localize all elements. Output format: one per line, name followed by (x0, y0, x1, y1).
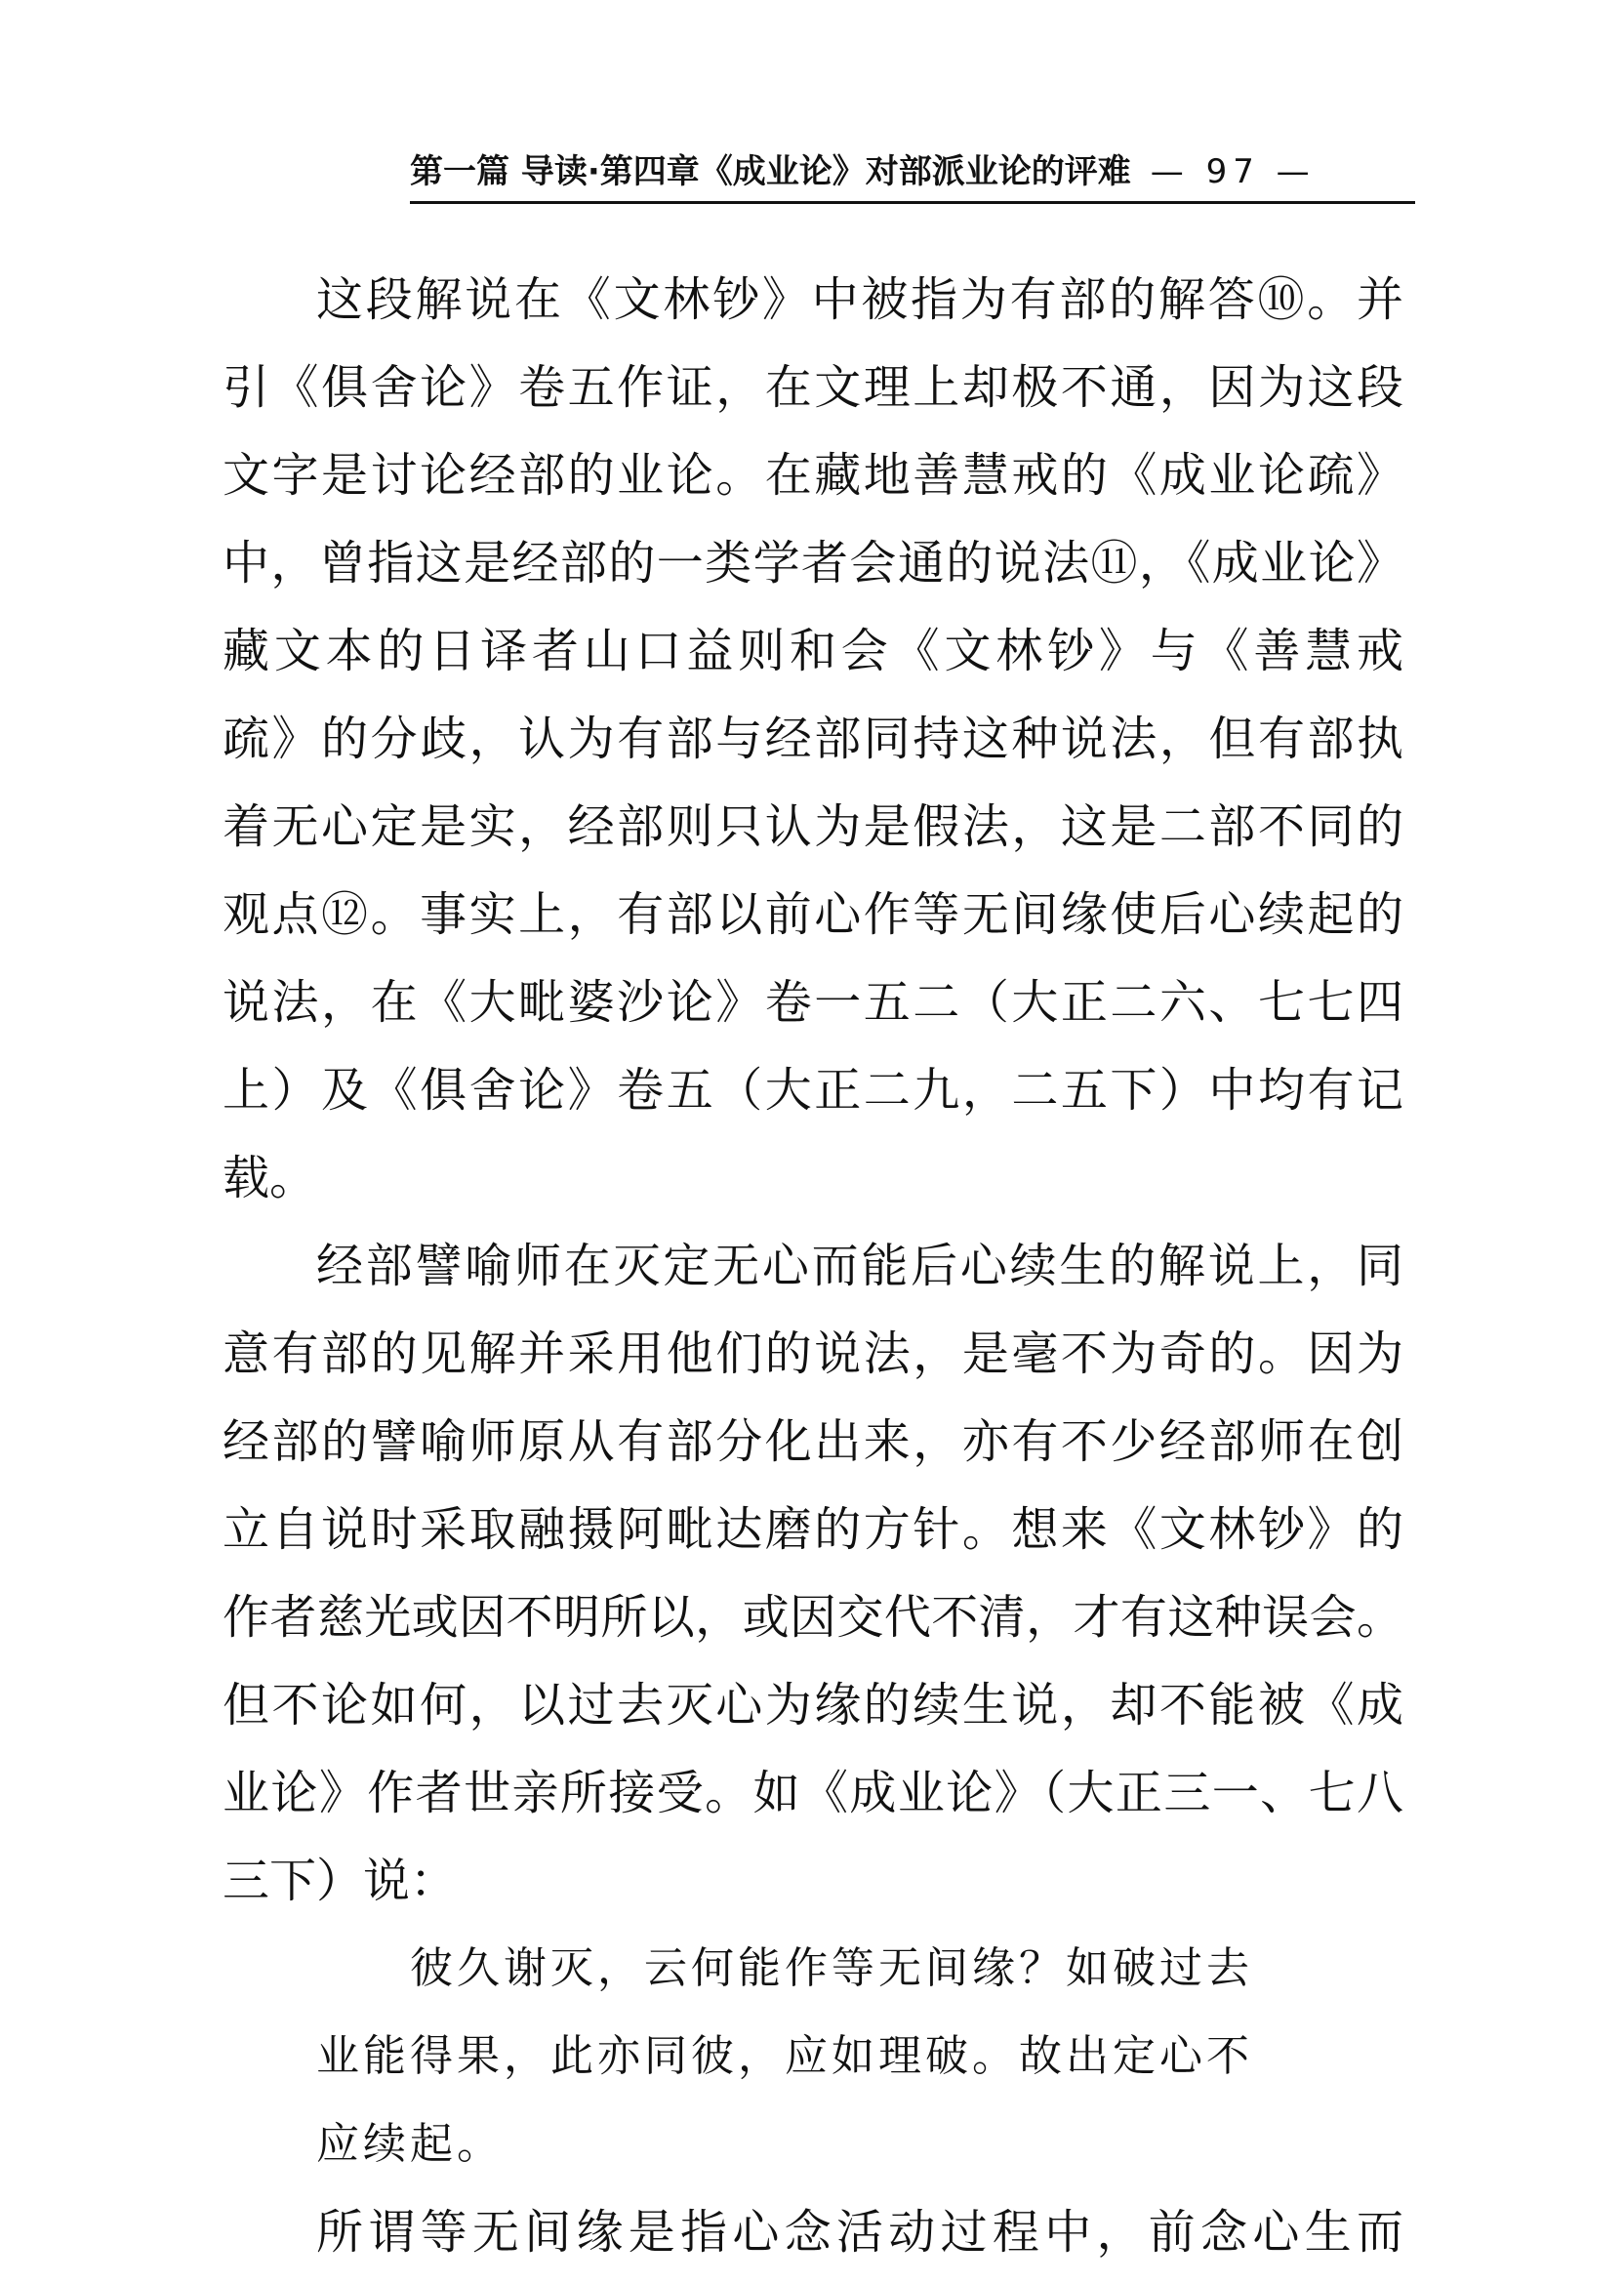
running-header (410, 144, 1415, 199)
text-line: 所谓等无间缘是指心念活动过程中，前念心生而 (316, 2205, 1403, 2260)
text-line: 这段解说在《文林钞》中被指为有部的解答⑩。并 (316, 272, 1403, 327)
text-line: 经部的譬喻师原从有部分化出来，亦有不少经部师在创 (223, 1414, 1403, 1469)
chapter-title: 第一篇 导读·第四章《成业论》对部派业论的评难 (410, 152, 1131, 191)
text-line: 作者慈光或因不明所以，或因交代不清，才有这种误会。 (223, 1590, 1403, 1645)
block-quote (223, 1925, 1403, 2188)
page-number: — 97 — (1150, 152, 1316, 191)
text-line: 文字是讨论经部的业论。在藏地善慧戒的《成业论疏》 (223, 448, 1403, 503)
text-line: 意有部的见解并采用他们的说法，是毫不为奇的。因为 (223, 1326, 1403, 1381)
text-line: 引《俱舍论》卷五作证，在文理上却极不通，因为这段 (223, 360, 1403, 415)
text-line: 三下）说： (223, 1854, 458, 1908)
text-line: 经部譬喻师在灭定无心而能后心续生的解说上，同 (316, 1239, 1403, 1293)
text-line: 着无心定是实，经部则只认为是假法，这是二部不同的 (223, 799, 1403, 854)
quote-line: 彼久谢灭，云何能作等无间缘？如破过去 (410, 1943, 1253, 1993)
quote-line: 业能得果，此亦同彼，应如理破。故出定心不 (316, 2031, 1253, 2081)
text-line: 业论》作者世亲所接受。如《成业论》（大正三一、七八 (223, 1766, 1403, 1820)
text-line: 立自说时采取融摄阿毗达磨的方针。想来《文林钞》的 (223, 1502, 1403, 1557)
quote-line: 应续起。 (316, 2119, 504, 2169)
body-text (223, 256, 1403, 2276)
text-line: 疏》的分歧，认为有部与经部同持这种说法，但有部执 (223, 712, 1403, 766)
text-line: 藏文本的日译者山口益则和会《文林钞》与《善慧戒 (223, 624, 1403, 678)
header-rule (410, 201, 1415, 204)
text-line: 上）及《俱舍论》卷五（大正二九，二五下）中均有记 (223, 1063, 1403, 1118)
text-line: 观点⑫。事实上，有部以前心作等无间缘使后心续起的 (223, 887, 1403, 942)
text-line: 但不论如何，以过去灭心为缘的续生说，却不能被《成 (223, 1678, 1403, 1733)
text-line: 载。 (223, 1151, 317, 1205)
text-line: 中，曾指这是经部的一类学者会通的说法⑪，《成业论》 (223, 536, 1403, 591)
text-line: 说法，在《大毗婆沙论》卷一五二（大正二六、七七四 (223, 975, 1403, 1030)
